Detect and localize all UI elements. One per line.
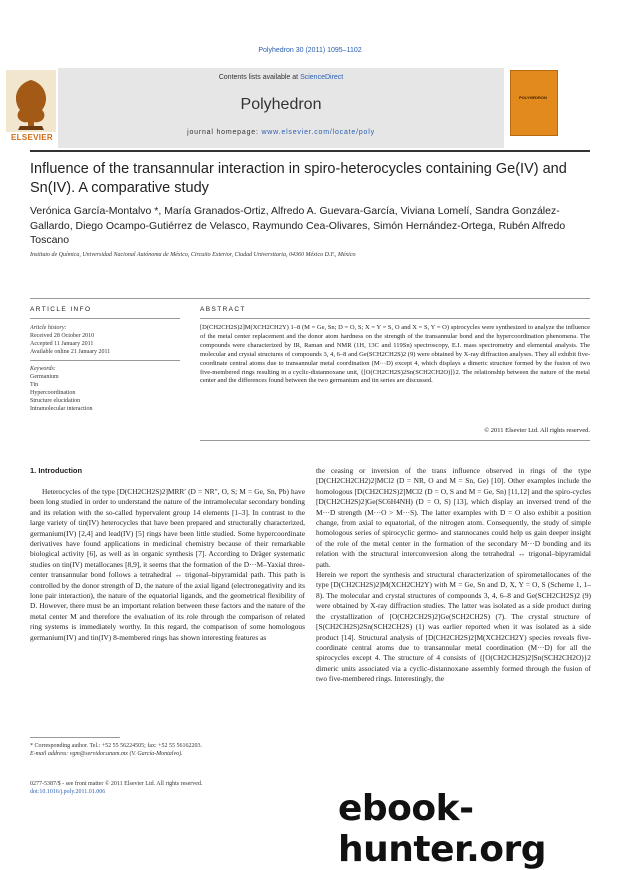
abstract-copyright: © 2011 Elsevier Ltd. All rights reserved. bbox=[484, 427, 590, 434]
contents-line bbox=[58, 74, 504, 81]
info-divider bbox=[30, 298, 590, 299]
footnote bbox=[30, 742, 305, 758]
keywords-block bbox=[30, 365, 190, 413]
elsevier-logo-text: ELSEVIER bbox=[11, 133, 53, 142]
doi-link[interactable]: doi:10.1016/j.poly.2011.01.006 bbox=[30, 789, 106, 795]
journal-citation[interactable]: Polyhedron 30 (2011) 1095–1102 bbox=[258, 47, 362, 54]
abstract-text: [D(CH2CH2S)2]M(XCH2CH2Y) 1–8 (M = Ge, Sn; D = O, S; X = Y = S, O and X = S, Y = O) spirocycles were synthesized to analyze the influence of the metal center replacement and the donor atom hardness on the strength of the transannular bond and the hypercoordination phenomena. The compounds were characterized by IR, Raman and NMR (1H, 13C and 119Sn) spectroscopy, E.I. mass spectrometry and elemental analysis. The molecular and crystal structures of compounds 3, 4, 6–8 and Ge(SCH2CH2S)2 (9) were obtained by X-ray diffraction analyses. They all exhibit five-coordinate central atoms due to transannular metal coordination (M···D) except 4, which displays a dimeric structure formed by the fusion of two five-membered rings resulting in a cyclic-distannoxane unit, {[O(CH2CH2S)2Sn(SCH2CH2O)]}2. The relationship between the nature of the metal center and the differences found between the two germanium and tin series are discussed. bbox=[200, 324, 590, 385]
history-received: Received 28 October 2010 bbox=[30, 333, 95, 339]
abstract-heading: ABSTRACT bbox=[200, 306, 246, 313]
keyword-item: Structure elucidation bbox=[30, 398, 81, 404]
homepage-prefix: journal homepage: bbox=[187, 129, 262, 136]
homepage-link[interactable]: www.elsevier.com/locate/poly bbox=[261, 129, 375, 136]
corresponding-author-note: * Corresponding author. Tel.: +52 55 56224505; fax: +52 55 56162203. bbox=[30, 743, 203, 749]
cover-title: POLYHEDRON bbox=[519, 95, 547, 100]
paper-title: Influence of the transannular interaction in spiro-heterocycles containing Ge(IV) and Sn(IV). A comparative study bbox=[30, 161, 567, 196]
author-list: Verónica García-Montalvo *, María Granados-Ortiz, Alfredo A. Guevara-García, Viviana Lomelí, Sandra González-Gallardo, Diego Ocampo-Gutiérrez de Velasco, Raymundo Cea-Olivares, Simón Hernández-Ortega, Rubén Alfredo Toscano bbox=[30, 205, 566, 246]
header-divider bbox=[30, 150, 590, 152]
article-info-rule bbox=[30, 318, 180, 319]
contents-prefix: Contents lists available at bbox=[218, 74, 301, 81]
issn-block bbox=[30, 780, 330, 796]
email-note[interactable]: E-mail address: vgm@servidor.unam.mx (V. García-Montalvo). bbox=[30, 751, 183, 757]
keyword-item: Germanium bbox=[30, 374, 59, 380]
journal-title: Polyhedron bbox=[240, 96, 322, 113]
journal-homepage bbox=[58, 129, 504, 136]
issn-line: 0277-5387/$ - see front matter © 2011 Elsevier Ltd. All rights reserved. bbox=[30, 781, 203, 787]
affiliation: Instituto de Química, Universidad Nacional Autónoma de México, Circuito Exterior, Ciudad Universitaria, 04360 México D.F., México bbox=[30, 252, 356, 258]
keyword-item: Tin bbox=[30, 382, 39, 388]
footnote-rule bbox=[30, 737, 120, 738]
article-history bbox=[30, 324, 190, 356]
history-accepted: Accepted 11 January 2011 bbox=[30, 341, 94, 347]
keyword-item: Intramolecular interaction bbox=[30, 406, 93, 412]
history-label: Article history: bbox=[30, 325, 67, 331]
keywords-label: Keywords: bbox=[30, 366, 56, 372]
journal-cover-thumbnail bbox=[510, 70, 558, 136]
history-online: Available online 21 January 2011 bbox=[30, 349, 111, 355]
keywords-rule bbox=[30, 360, 180, 361]
abstract-bottom-rule bbox=[200, 440, 590, 441]
introduction-heading: 1. Introduction bbox=[30, 466, 83, 475]
abstract-rule bbox=[200, 318, 590, 319]
introduction-column-right: the ceasing or inversion of the trans influence observed in rings of the type [D(CH2CH2CH2)2]MCl2 (D = NR, O and M = Sn, Ge) [10]. Other examples include the homologous [D(CH2CH2S)2]MCl2 (D = O, S and M = Ge, Sn) [11,12] and the spiro-cycles [D(CH2CH2S)2]Ge(SC6H4NH) (D = O, S) [13], which display an inversed trend of the M···D strength (M···O > M···S). The latter examples with D = O also exhibit a position change, from axial to equatorial, of the nitrogen atom. Consequently, the study of simple homologous series of spirocyclic germo- and stannocanes could help us gain deeper insight of the role of the metal center in the formation of the secondary M···D bonding and its relation with the structural interconversion along the tetrahedral ↔ trigonal–bipyramidal path. Herein we report the synthesis and structural characterization of spirometallocanes of the type [D(CH2CH2S)2]M(XCH2CH2Y) with M = Ge, Sn and D, X, Y = O, S (Scheme 1, 1–8). The molecular and crystal structures of compounds 3, 4, 6–8 and Ge(SCH2CH2S)2 (9) were obtained by X-ray diffraction studies. The latter was isolated as a side product during the crystallization of [O(CH2CH2S)2]Ge(SCH2CH2S) (7). The crystal structure of [S(CH2CH2S)2Sn(SCH2CH2S) (1) was earlier reported when it was isolated as a side product [14]. Structural analysis of [D(CH2CH2S)2]M(XCH2CH2Y) species reveals five-coordinate central atoms due to transannular metal coordination (M···D) for all the spirocycles except 4. The structure of 4 consists of {[O(CH2CH2S)2]Sn(SCH2CH2O)}2 dimeric units associated via a cyclic-distannoxane assembly formed through the fusion of two five-membered rings. Interestingly, the bbox=[316, 466, 591, 684]
introduction-column-left: Heterocycles of the type [D(CH2CH2S)2]MRR′ (D = NR″, O, S; M = Ge, Sn, Pb) have been long studied in order to understand the nature of the intramolecular secondary bonding and its relation with the so-called hypervalent group 14 elements [1–3]. In contrast to the large variety of tin(IV) heterocycles that have been prepared and structurally characterized, germanium(IV) [2,4] and lead(IV) [5] rings have been little studied. Some hypercoordinate derivatives have found applications in medicinal chemistry because of their remarkable biological activity [6], as well as in organic synthesis [7]. According to Dräger systematic studies on tin(IV) metallocanes [8,9], it seems that the formation of the D···M–Yaxial three-center transannular bond follows a tetrahedral ↔ trigonal–bipyramidal path. This path is controlled by the donor strength of D, the nature of the axial ligand (electronegativity and its lone pair interaction), the nature of the equatorial ligands, and the geometrical flexibility of D. However, there must be an important relation between these factors and the nature of the metal center M and therefore the evaluation of its role through the comparison of related ring systems is immediately worthy. In this regard, the comparison of some homologous germanium(IV) and tin(IV) 8-membered rings has shown interesting features as bbox=[30, 487, 305, 642]
sciencedirect-link[interactable]: ScienceDirect bbox=[300, 74, 344, 81]
keyword-item: Hypercoordination bbox=[30, 390, 76, 396]
article-info-heading: ARTICLE INFO bbox=[30, 306, 92, 313]
watermark: ebook-hunter.org bbox=[338, 788, 547, 870]
